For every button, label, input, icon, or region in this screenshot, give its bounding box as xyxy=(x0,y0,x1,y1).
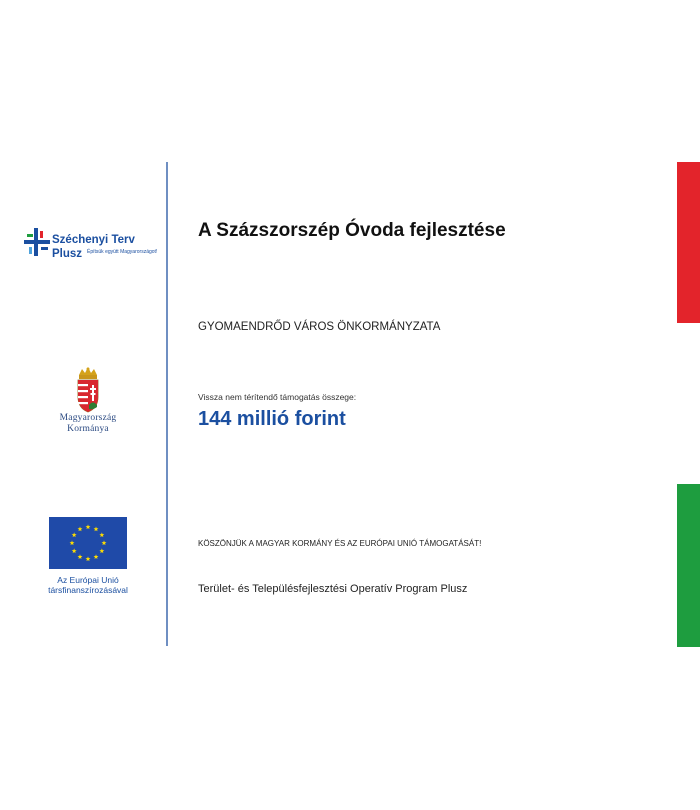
government-logo-line1: Magyarország xyxy=(59,413,117,423)
grant-amount-label: Vissza nem térítendő támogatás összege: xyxy=(198,392,357,402)
hungarian-government-logo xyxy=(40,367,136,435)
szechenyi-logo-name: Széchenyi Terv xyxy=(52,234,135,246)
beneficiary-name: GYOMAENDRŐD VÁROS ÖNKORMÁNYZATA xyxy=(198,321,441,333)
eu-flag-icon xyxy=(49,517,127,569)
hungarian-coat-of-arms-icon xyxy=(75,367,101,413)
vertical-divider xyxy=(166,162,168,646)
thanks-statement: KÖSZÖNJÜK A MAGYAR KORMÁNY ÉS AZ EURÓPAI UNIÓ TÁMOGATÁSÁT! xyxy=(198,539,482,548)
flag-stripe-green xyxy=(677,484,700,647)
project-title: A Százszorszép Óvoda fejlesztése xyxy=(198,220,506,241)
operational-program-name: Terület- és Településfejlesztési Operatív Program Plusz xyxy=(198,583,468,595)
szechenyi-cross-icon xyxy=(24,228,50,256)
flag-stripe-white xyxy=(677,323,700,484)
szechenyi-terv-logo xyxy=(24,226,164,276)
szechenyi-logo-tagline: Építsük együtt Magyarországot! xyxy=(87,249,158,255)
eu-logo-line1: Az Európai Unió xyxy=(57,575,119,585)
eu-cofinancing-logo xyxy=(32,517,144,595)
eu-logo-line2: társfinanszírozásával xyxy=(48,585,128,595)
government-logo-line2: Kormánya xyxy=(67,424,109,434)
szechenyi-logo-plus: Plusz xyxy=(52,248,83,260)
flag-stripe-red xyxy=(677,162,700,323)
grant-amount: 144 millió forint xyxy=(198,408,346,430)
